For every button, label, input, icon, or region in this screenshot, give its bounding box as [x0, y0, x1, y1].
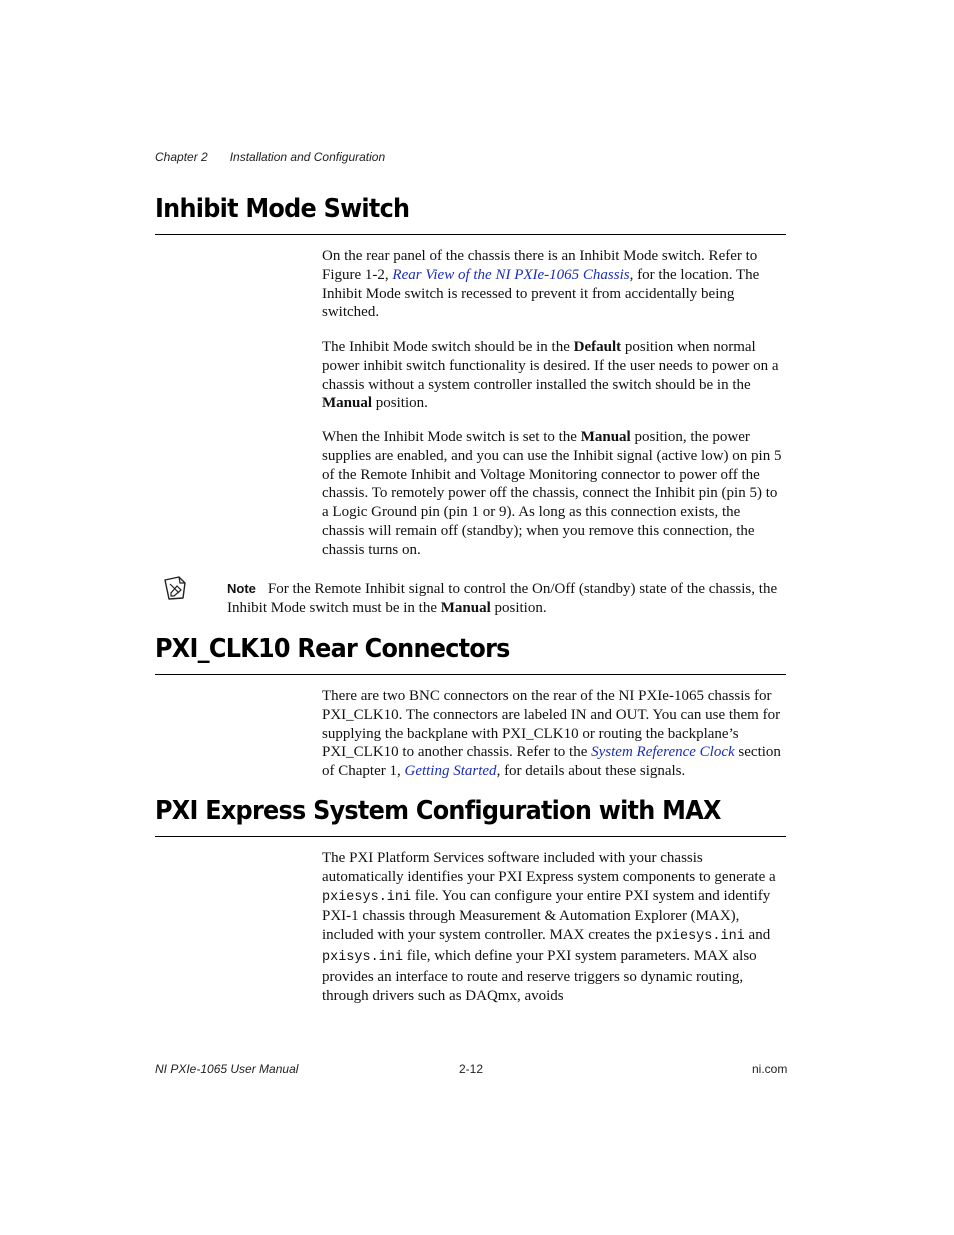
chapter-title: Installation and Configuration — [229, 150, 386, 164]
code-pxiesys-ini: pxiesys.ini — [322, 889, 412, 905]
code-pxiesys-ini: pxiesys.ini — [655, 929, 745, 945]
paragraph-inhibit-2: The Inhibit Mode switch should be in the Default position when normal power inhibit switch functionality is desired. If the user needs to power on a chassis without a system controller installed the switch should be in the Manual position. — [322, 339, 779, 412]
paragraph-pxi-clk10: There are two BNC connectors on the rear of the NI PXIe-1065 chassis for PXI_CLK10. The connectors are labeled IN and OUT. You can use them for supplying the backplane with PXI_CLK10 or routing the backplane’s PXI_CLK10 to another chassis. Refer to the System Reference Clock section of Chapter 1, Getting Started, for details about these signals. — [322, 688, 781, 780]
paragraph-inhibit-1: On the rear panel of the chassis there is an Inhibit Mode switch. Refer to Figure 1-2, Rear View of the NI PXIe-1065 Chassis, for the location. The Inhibit Mode switch is recessed to prevent it from accidentally being switched. — [322, 248, 760, 321]
section-title-inhibit-mode-switch: Inhibit Mode Switch — [155, 194, 410, 224]
paragraph-pxi-express-max: The PXI Platform Services software included with your chassis automatically identifies your PXI Express system components to generate a pxiesys.ini file. You can configure your entire PXI system and identify PXI-1 chassis through Measurement & Automation Explorer (MAX), included with your system controller. MAX creates the pxiesys.ini and pxisys.ini file, which define your PXI system parameters. MAX also provides an interface to route and reserve triggers so dynamic routing, through drivers such as DAQmx, avoids — [322, 850, 776, 1004]
link-getting-started[interactable]: Getting Started — [404, 763, 497, 780]
section-rule — [155, 674, 786, 675]
link-system-reference-clock[interactable]: System Reference Clock — [591, 744, 735, 761]
running-header — [155, 150, 385, 164]
link-rear-view[interactable]: Rear View of the NI PXIe-1065 Chassis — [392, 266, 630, 283]
paragraph-inhibit-3: When the Inhibit Mode switch is set to the Manual position, the power supplies are enabled, and you can use the Inhibit signal (active low) on pin 5 of the Remote Inhibit and Voltage Monitoring connector to power off the chassis. To remotely power off the chassis, connect the Inhibit pin (pin 5) to a Logic Ground pin (pin 1 or 9). As long as this connection exists, the chassis will remain off (standby); when you remove this connection, the chassis turns on. — [322, 429, 782, 558]
section-title-pxi-express-max: PXI Express System Configuration with MAX — [155, 796, 721, 826]
note-label: Note — [227, 581, 256, 596]
section-rule — [155, 836, 786, 837]
code-pxisys-ini: pxisys.ini — [322, 949, 404, 965]
section-rule — [155, 234, 786, 235]
footer-website[interactable]: ni.com — [752, 1062, 788, 1076]
section-title-pxi-clk10: PXI_CLK10 Rear Connectors — [155, 634, 510, 664]
note-remote-inhibit: Note For the Remote Inhibit signal to control the On/Off (standby) state of the chassis, the Inhibit Mode switch must be in the Manual position. — [227, 581, 778, 616]
note-icon — [161, 574, 189, 602]
footer-page-number: 2-12 — [459, 1062, 484, 1076]
footer-manual-title: NI PXIe-1065 User Manual — [155, 1062, 299, 1076]
chapter-number: Chapter 2 — [155, 150, 208, 164]
